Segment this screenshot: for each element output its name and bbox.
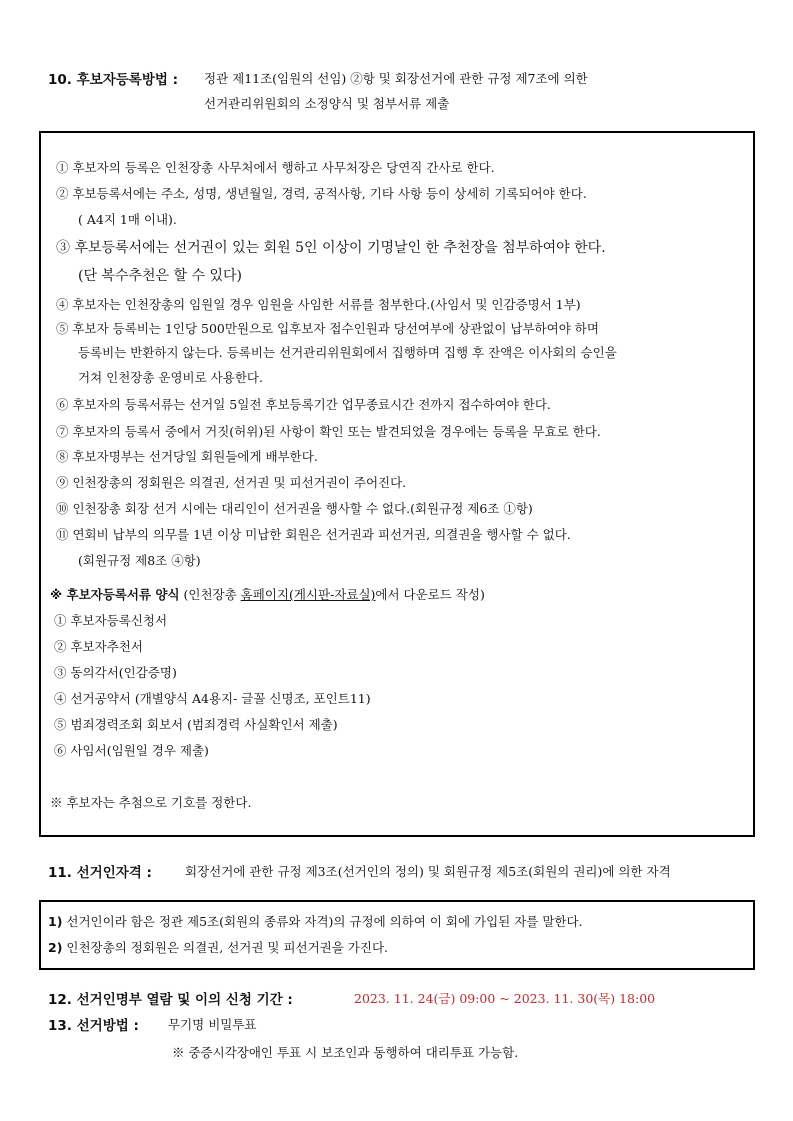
section-12-title: 12. 선거인명부 열람 및 이의 신청 기간 : [48,992,293,1008]
rule-3-cont: (단 복수추천은 할 수 있다) [78,268,242,284]
registration-rules-box [39,131,755,837]
section-10-title: 10. 후보자등록방법 : [48,72,179,88]
form-item-1: ① 후보자등록신청서 [54,613,168,628]
proxy-voting-note: ※ 중증시각장애인 투표 시 보조인과 동행하여 대리투표 가능함. [172,1045,519,1060]
forms-note-post: 에서 다운로드 작성) [375,587,485,602]
voter-qualification-box [39,900,755,970]
qualification-text-2: 인천장총의 정회원은 의결권, 선거권 및 피선거권을 가진다. [66,940,388,955]
section-11-desc: 회장선거에 관한 규정 제3조(선거인의 정의) 및 회원규정 제5조(회원의 권리)에 의한 자격 [185,864,671,879]
rule-7: ⑦ 후보자의 등록서 중에서 거짓(허위)된 사항이 확인 또는 발견되었을 경우에는 등록을 무효로 한다. [56,424,601,439]
rule-8: ⑧ 후보자명부는 선거당일 회원들에게 배부한다. [56,449,318,464]
rule-9: ⑨ 인천장총의 정회원은 의결권, 선거권 및 피선거권이 주어진다. [56,475,407,490]
section-11-title: 11. 선거인자격 : [48,865,152,881]
rule-11-cont: (회원규정 제8조 ④항) [78,553,201,568]
form-item-3: ③ 동의각서(인감증명) [54,665,177,680]
qualification-item-2 [48,938,388,956]
rule-11: ⑪ 연회비 납부의 의무를 1년 이상 미납한 회원은 선거권과 피선거권, 의결권을 행사할 수 없다. [56,527,571,542]
qualification-num-1: 1) [48,914,63,929]
qualification-num-2: 2) [48,940,63,955]
lottery-note: ※ 후보자는 추첨으로 기호를 정한다. [50,795,252,810]
rule-5-cont1: 등록비는 반환하지 않는다. 등록비는 선거관리위원회에서 집행하며 집행 후 잔액은 이사회의 승인을 [78,345,617,360]
form-item-6: ⑥ 사임서(임원일 경우 제출) [54,743,209,758]
form-item-4: ④ 선거공약서 (개별양식 A4용지- 글꼴 신명조, 포인트11) [54,691,371,706]
rule-3: ③ 후보등록서에는 선거권이 있는 회원 5인 이상이 기명날인 한 추천장을 첨부하여야 한다. [56,240,606,256]
qualification-item-1 [48,912,583,930]
voting-method: 무기명 비밀투표 [168,1017,257,1032]
section-10-desc-line2: 선거관리위원회의 소정양식 및 첨부서류 제출 [204,96,450,111]
inspection-period: 2023. 11. 24(금) 09:00 ~ 2023. 11. 30(목) 18:00 [354,991,656,1006]
homepage-link[interactable]: 홈페이지(게시판-자료실) [240,587,376,602]
rule-4: ④ 후보자는 인천장총의 임원일 경우 임원을 사임한 서류를 첨부한다.(사임서 및 인감증명서 1부) [56,297,581,312]
rule-5-cont2: 거쳐 인천장총 운영비로 사용한다. [78,370,263,385]
forms-note-pre: (인천장총 [183,587,241,602]
rule-1: ① 후보자의 등록은 인천장총 사무처에서 행하고 사무처장은 당연직 간사로 한다. [56,160,495,175]
section-13-title: 13. 선거방법 : [48,1018,139,1034]
rule-5: ⑤ 후보자 등록비는 1인당 500만원으로 입후보자 접수인원과 당선여부에 상관없이 납부하여야 하며 [56,321,599,336]
rule-2-cont: ( A4지 1매 이내). [78,212,177,227]
rule-10: ⑩ 인천장총 회장 선거 시에는 대리인이 선거권을 행사할 수 없다.(회원규정 제6조 ①항) [56,501,533,516]
forms-heading [50,585,485,603]
section-10-desc-line1: 정관 제11조(임원의 선임) ②항 및 회장선거에 관한 규정 제7조에 의한 [204,71,588,86]
form-item-5: ⑤ 범죄경력조회 회보서 (범죄경력 사실확인서 제출) [54,717,338,732]
rule-2: ② 후보등록서에는 주소, 성명, 생년월일, 경력, 공적사항, 기타 사항 등이 상세히 기록되어야 한다. [56,186,587,201]
qualification-text-1: 선거인이라 함은 정관 제5조(회원의 종류와 자격)의 규정에 의하여 이 회에 가입된 자를 말한다. [66,914,583,929]
rule-6: ⑥ 후보자의 등록서류는 선거일 5일전 후보등록기간 업무종료시간 전까지 접수하여야 한다. [56,397,551,412]
form-item-2: ② 후보자추천서 [54,639,143,654]
forms-title: ※ 후보자등록서류 양식 [50,587,180,602]
